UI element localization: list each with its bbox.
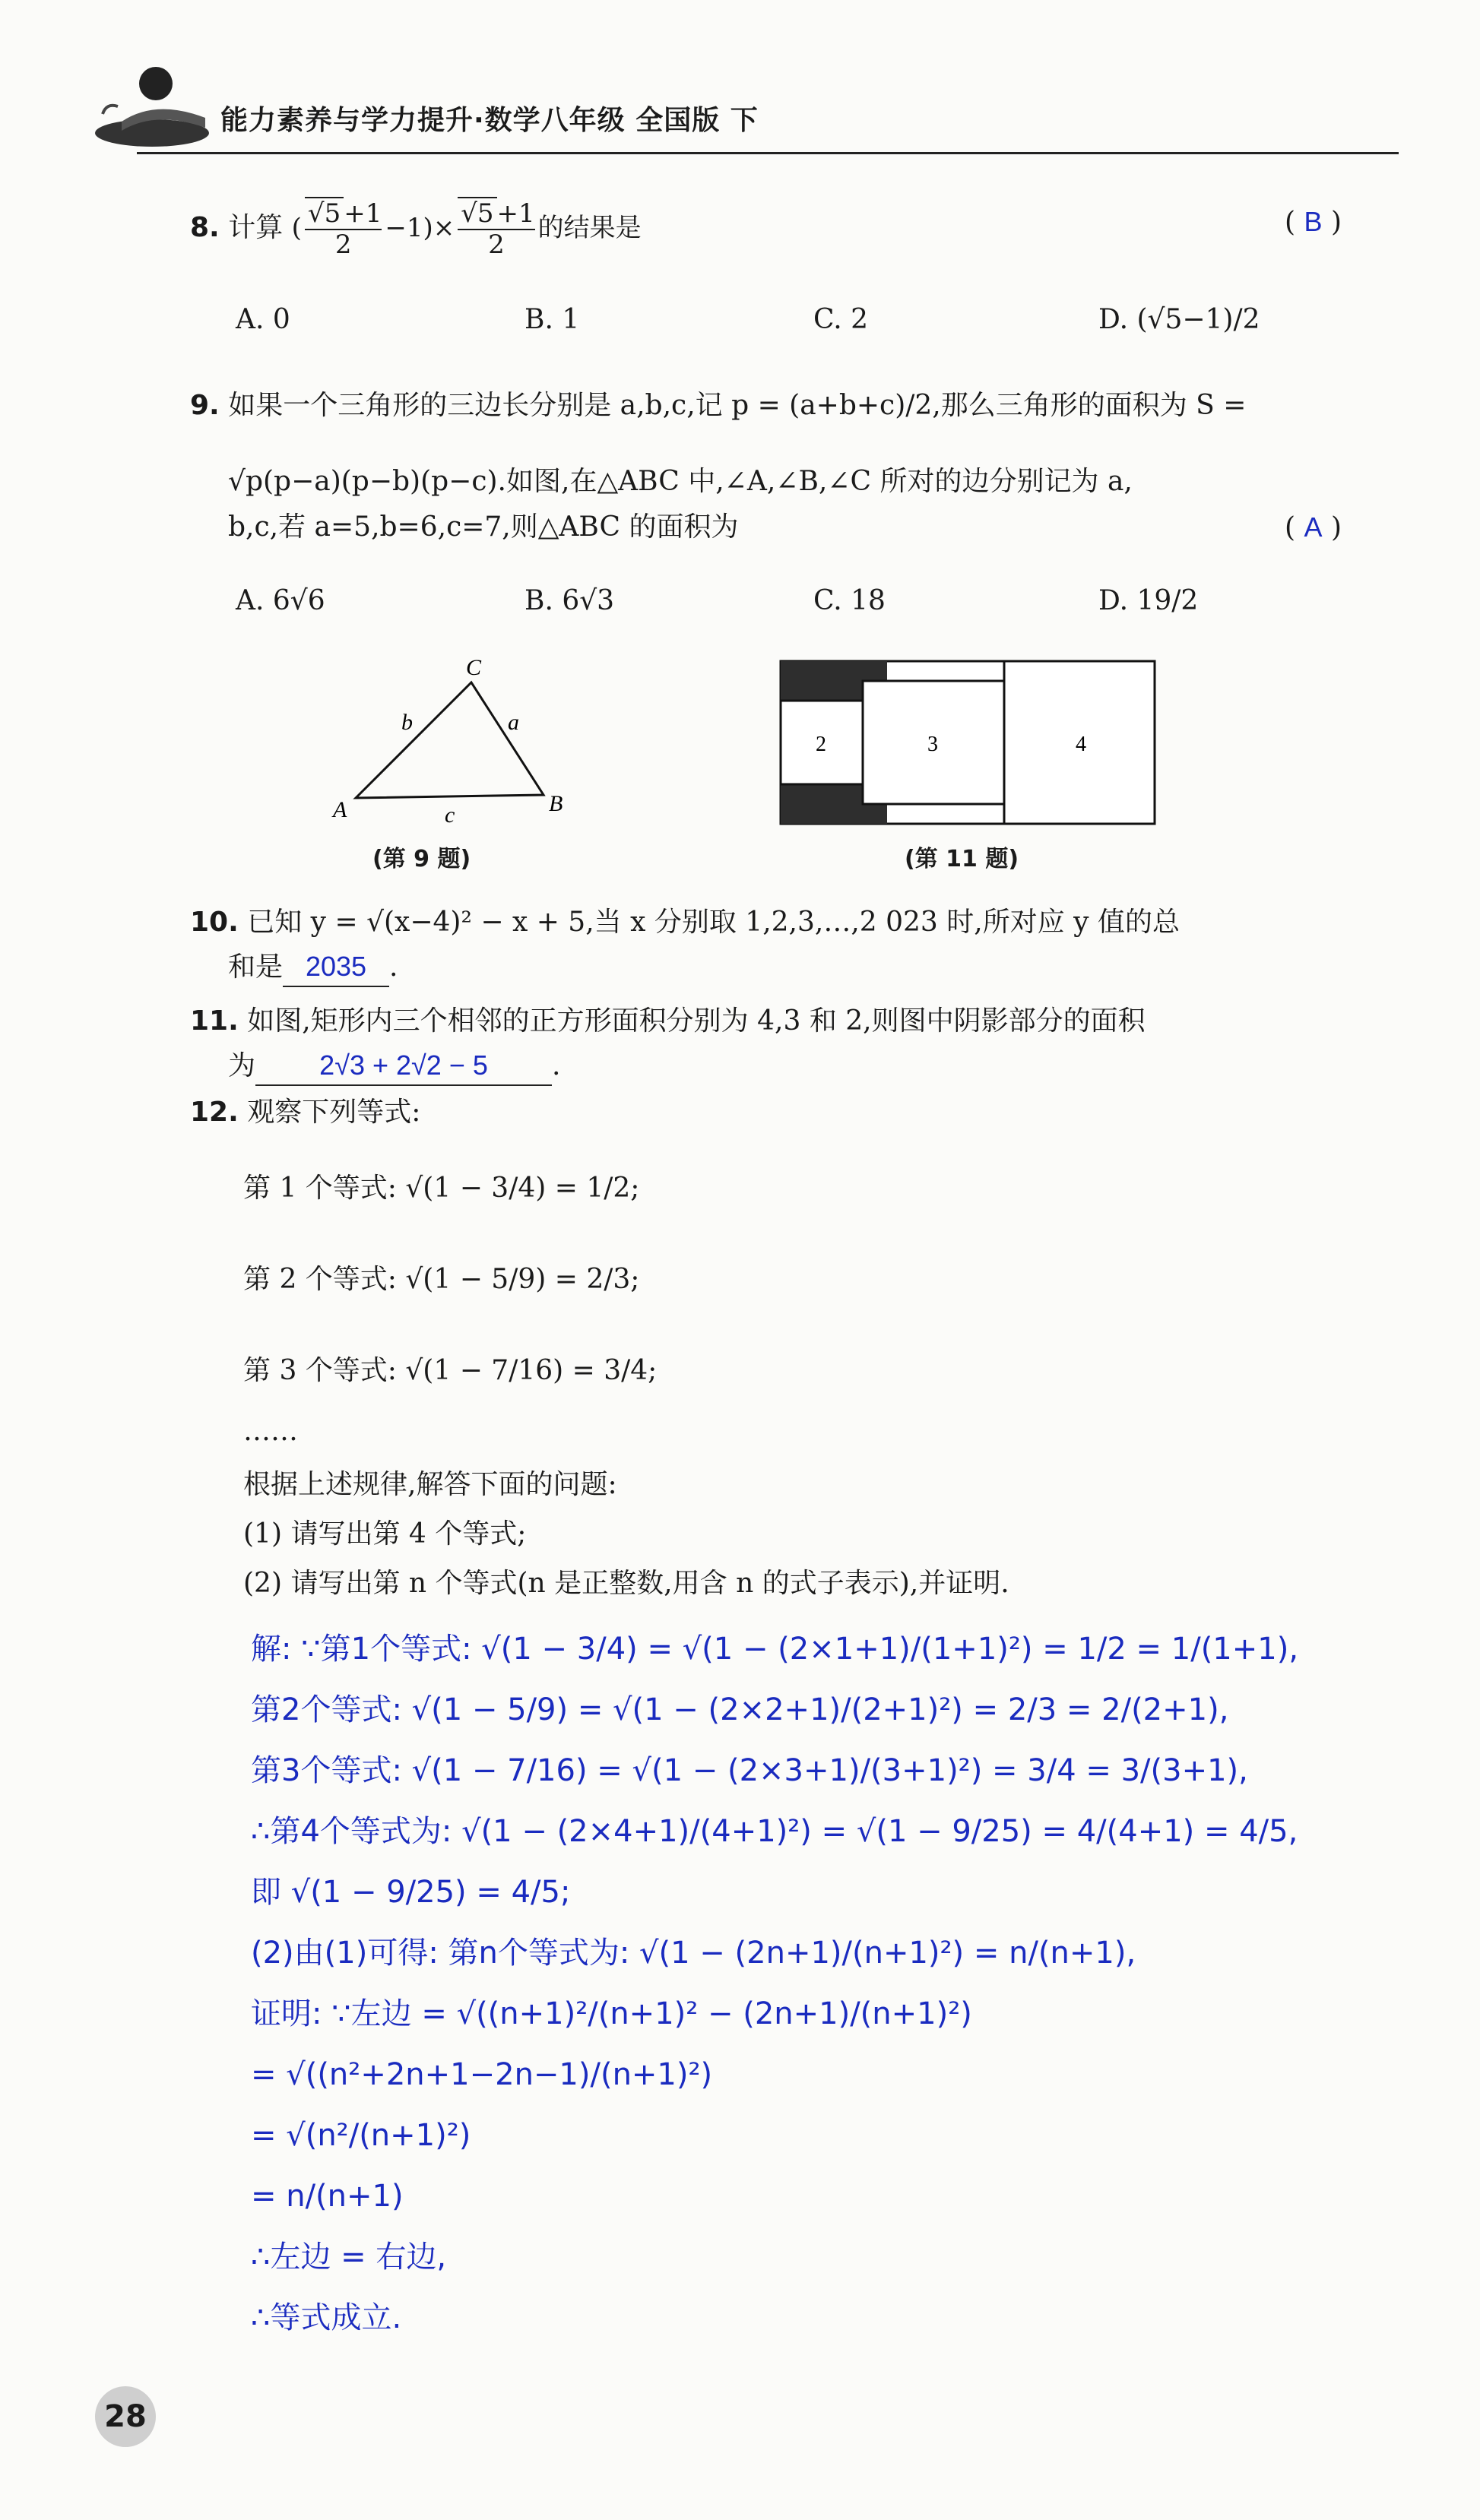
equation-3: 第 3 个等式: √(1 − 7/16) = 3/4; xyxy=(243,1355,658,1386)
solution-line: 第2个等式: √(1 − 5/9) = √(1 − (2×2+1)/(2+1)²) = 2/3 = 2/(2+1), xyxy=(251,1692,1229,1727)
page-number: 28 xyxy=(95,2386,156,2447)
solution-line: 第3个等式: √(1 − 7/16) = √(1 − (2×3+1)/(3+1)²) = 3/4 = 3/(3+1), xyxy=(251,1753,1248,1788)
side-c-label: c xyxy=(445,803,455,828)
answer-11: 2√3 + 2√2 − 5 xyxy=(319,1049,488,1081)
question-line-2: √p(p−a)(p−b)(p−c).如图,在△ABC 中,∠A,∠B,∠C 所对的边分别记为 a, xyxy=(228,466,1133,497)
question-11 xyxy=(190,1003,1146,1040)
answer-9: A xyxy=(1304,511,1323,543)
part-2: (2) 请写出第 n 个等式(n 是正整数,用含 n 的式子表示),并证明. xyxy=(243,1568,1009,1599)
question-number: 12. xyxy=(190,1097,239,1128)
side-b-label: b xyxy=(401,710,413,735)
choice-8-b: B. 1 xyxy=(524,304,580,335)
choice-9-b: B. 6√3 xyxy=(524,585,615,616)
question-11-line-2: 为 2√3 + 2√2 − 5 . xyxy=(228,1047,560,1086)
shaded-region-top-small xyxy=(863,661,887,681)
question-10 xyxy=(190,904,1180,941)
question-line-2: 和是 xyxy=(228,951,284,983)
solution-line: ∴左边 = 右边, xyxy=(251,2240,447,2275)
choice-8-a: A. 0 xyxy=(236,304,290,335)
shaded-region-bottom xyxy=(781,784,863,824)
choice-8-c: C. 2 xyxy=(813,304,869,335)
side-a-label: a xyxy=(508,710,519,735)
question-line-1: 如果一个三角形的三边长分别是 a,b,c,记 p = (a+b+c)/2,那么三角形的面积为 S = xyxy=(228,390,1247,421)
question-number: 9. xyxy=(190,390,220,421)
solution-line: = √(n²/(n+1)²) xyxy=(251,2118,471,2153)
shaded-region-top xyxy=(781,661,863,701)
page-header xyxy=(91,61,1399,152)
header-rule xyxy=(137,152,1399,154)
reader-logo-icon xyxy=(91,61,220,152)
choice-9-a: A. 6√6 xyxy=(236,585,325,616)
prompt: 根据上述规律,解答下面的问题: xyxy=(243,1469,617,1500)
solution-line: ∴等式成立. xyxy=(251,2300,402,2335)
answer-8: B xyxy=(1304,206,1323,237)
question-line-1: 如图,矩形内三个相邻的正方形面积分别为 4,3 和 2,则图中阴影部分的面积 xyxy=(247,1005,1146,1037)
square-label-3: 3 xyxy=(927,733,938,756)
question-line-3: b,c,若 a=5,b=6,c=7,则△ABC 的面积为 xyxy=(228,511,739,543)
question-9 xyxy=(190,388,1246,424)
square-label-2: 2 xyxy=(816,733,826,756)
shaded-region-bottom-small xyxy=(863,804,887,824)
solution-line: 解: ∵第1个等式: √(1 − 3/4) = √(1 − (2×1+1)/(1+1)²) = 1/2 = 1/(1+1), xyxy=(251,1632,1299,1667)
figure-9-caption: (第 9 题) xyxy=(372,846,471,872)
answer-slot-9: ( A ) xyxy=(1285,511,1342,543)
squares-figure xyxy=(779,660,1159,827)
solution-line: = n/(n+1) xyxy=(251,2179,404,2214)
question-number: 10. xyxy=(190,907,239,938)
part-1: (1) 请写出第 4 个等式; xyxy=(243,1518,527,1550)
solution-line: 即 √(1 − 9/25) = 4/5; xyxy=(251,1875,571,1910)
question-number: 11. xyxy=(190,1005,239,1037)
ellipsis: …… xyxy=(243,1416,298,1447)
question-10-line-2: 和是 2035 . xyxy=(228,948,398,987)
square-label-4: 4 xyxy=(1076,733,1086,756)
solution-line: (2)由(1)可得: 第n个等式为: √(1 − (2n+1)/(n+1)²) = n/(n+1), xyxy=(251,1936,1136,1971)
choice-9-c: C. 18 xyxy=(813,585,886,616)
vertex-c-label: C xyxy=(466,655,482,680)
equation-2: 第 2 个等式: √(1 − 5/9) = 2/3; xyxy=(243,1264,640,1295)
vertex-a-label: A xyxy=(333,797,347,822)
solution-block xyxy=(251,1619,1298,2348)
question-line-1: 已知 y = √(x−4)² − x + 5,当 x 分别取 1,2,3,…,2 023 时,所对应 y 值的总 xyxy=(247,907,1180,938)
equation-1: 第 1 个等式: √(1 − 3/4) = 1/2; xyxy=(243,1173,640,1204)
header-title: 能力素养与学力提升·数学八年级 全国版 下 xyxy=(220,105,759,136)
question-line-2: 为 xyxy=(228,1050,256,1081)
question-number: 8. xyxy=(190,212,220,244)
solution-line: ∴第4个等式为: √(1 − (2×4+1)/(4+1)²) = √(1 − 9/25) = 4/(4+1) = 4/5, xyxy=(251,1814,1298,1849)
triangle-figure xyxy=(319,654,593,828)
figure-11-caption: (第 11 题) xyxy=(905,846,1019,872)
solution-line: 证明: ∵左边 = √((n+1)²/(n+1)² − (2n+1)/(n+1)²) xyxy=(251,1996,972,2031)
question-12 xyxy=(190,1094,420,1131)
question-expression: ( $\frac{√5 +1}{2}$ −1)× $\frac{√5 +1}{2}$ 的结果是 xyxy=(291,198,642,261)
question-8 xyxy=(190,199,642,260)
answer-slot-8: ( B ) xyxy=(1285,206,1342,238)
triangle-abc xyxy=(356,682,544,798)
question-text: 计算 xyxy=(228,212,284,244)
question-title: 观察下列等式: xyxy=(247,1097,421,1128)
vertex-b-label: B xyxy=(549,791,563,816)
choice-9-d: D. 19/2 xyxy=(1098,585,1199,616)
solution-line: = √((n²+2n+1−2n−1)/(n+1)²) xyxy=(251,2057,713,2092)
answer-10: 2035 xyxy=(305,951,367,982)
choice-8-d: D. (√5−1)/2 xyxy=(1098,304,1260,335)
